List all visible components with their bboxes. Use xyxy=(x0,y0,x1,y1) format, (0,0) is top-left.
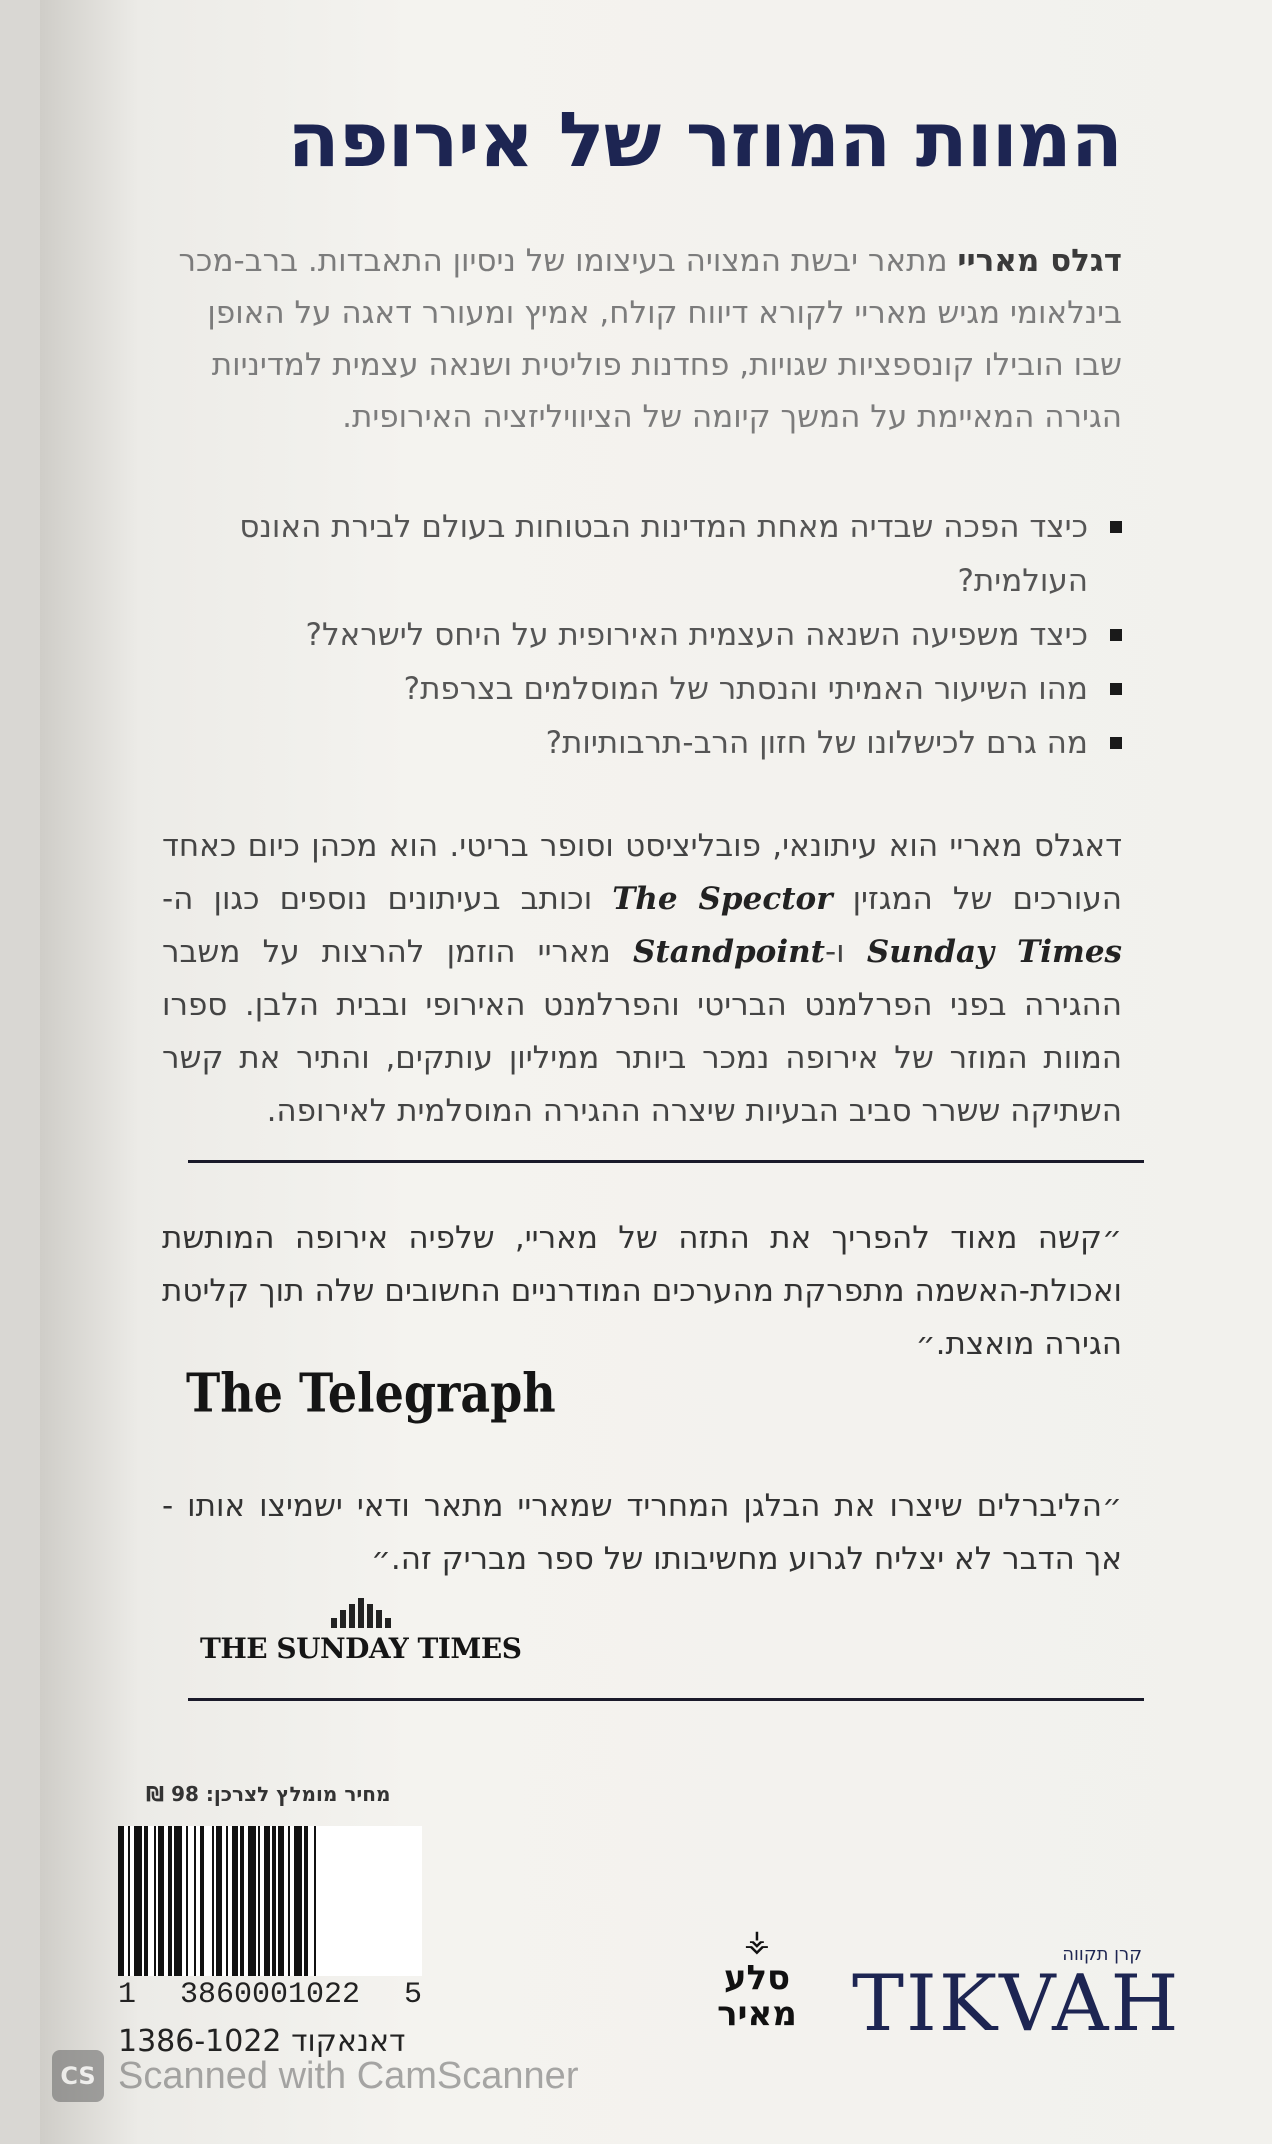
watermark-text: Scanned with CamScanner xyxy=(118,2054,579,2097)
bullet-square-icon xyxy=(1110,737,1122,749)
list-item: מה גרם לכישלונו של חזון הרב-תרבותיות? xyxy=(222,716,1122,770)
camscanner-watermark xyxy=(52,2050,578,2102)
intro-text: מתאר יבשת המצויה בעיצומו של ניסיון התאבדות. ברב-מכר בינלאומי מגיש מאריי לקורא דיווח קולח, אמיץ ומעורר דאגה על האופן שבו הובילו קונספציות שגויות, פחדנות פוליטית ושנאה עצמית למדיניות הגירה המאיימת על המשך קיומה של הציוויליזציה האירופית. xyxy=(178,243,1122,435)
selah-meir-logo: ⚶ סלע מאיר xyxy=(712,1924,802,2032)
bullet-square-icon xyxy=(1110,521,1122,533)
question-list xyxy=(222,500,1122,770)
divider xyxy=(188,1160,1144,1163)
sunday-times-logo xyxy=(200,1594,521,1665)
barcode-bar xyxy=(294,1826,302,1976)
list-item: כיצד משפיעה השנאה העצמית האירופית על היחס לישראל? xyxy=(222,608,1122,662)
intro-author: דגלס מאריי xyxy=(957,243,1122,279)
book-title: המוות המוזר של אירופה xyxy=(287,95,1122,184)
crest-icon xyxy=(301,1594,421,1628)
sunday-times-wordmark: THE SUNDAY TIMES xyxy=(200,1632,522,1665)
lamp-icon: ⚶ xyxy=(744,1924,770,1959)
list-item: מהו השיעור האמיתי והנסתר של המוסלמים בצרפת? xyxy=(222,662,1122,716)
intro-paragraph xyxy=(162,235,1122,443)
list-item: כיצד הפכה שבדיה מאחת המדינות הבטוחות בעולם לבירת האונס העולמית? xyxy=(222,500,1122,608)
barcode-bar xyxy=(174,1826,182,1976)
spectator-name: The Spector xyxy=(612,881,833,917)
author-bio: דאגלס מאריי הוא עיתונאי, פובליציסט וסופר בריטי. הוא מכהן כיום כאחד העורכים של המגזין The Spector וכותב בעיתונים נוספים כגון ה-Sunday Times ו-Standpoint מאריי הוזמן להרצות על משבר ההגירה בפני הפרלמנט הבריטי והפרלמנט האירופי ובבית הלבן. ספרו המוות המוזר של אירופה נמכר ביותר ממיליון עותקים, והתיר את קשר השתיקה ששרר סביב הבעיות שיצרה ההגירה המוסלמית לאירופה. xyxy=(162,828,1123,1129)
camscanner-icon: CS xyxy=(52,2050,104,2102)
bullet-square-icon xyxy=(1110,629,1122,641)
danacode: דאנאקוד 1386-1022 xyxy=(118,2024,406,2059)
sunday-times-quote: ״הליברלים שיצרו את הבלגן המחריד שמאריי מתאר ודאי ישמיצו אותו - אך הדבר לא יצליח לגרוע מחשיבותו של ספר מבריק זה.״ xyxy=(162,1488,1122,1577)
barcode-digits: 1 3860001022 5 xyxy=(118,1978,422,2012)
telegraph-logo: The Telegraph xyxy=(186,1361,556,1425)
barcode-bar xyxy=(248,1826,256,1976)
bullet-square-icon xyxy=(1110,683,1122,695)
barcode-bar xyxy=(316,1826,318,1976)
sunday-times-name: Sunday Times xyxy=(866,934,1123,970)
barcode xyxy=(118,1826,422,1976)
telegraph-quote: ״קשה מאוד להפריך את התזה של מאריי, שלפיה אירופה המותשת ואכולת-האשמה מתפרקת מהערכים המודרניים החשובים שלה תוך קליטת הגירה מואצת.״ xyxy=(162,1220,1122,1362)
tikvah-logo: קרן תקווה TIKVAH xyxy=(852,1944,1181,2049)
barcode-bar xyxy=(134,1826,142,1976)
standpoint-name: Standpoint xyxy=(633,934,825,970)
barcode-bar xyxy=(204,1826,212,1976)
divider xyxy=(188,1698,1144,1701)
price-label: מחיר מומלץ לצרכן: 98 ₪ xyxy=(146,1782,391,1806)
